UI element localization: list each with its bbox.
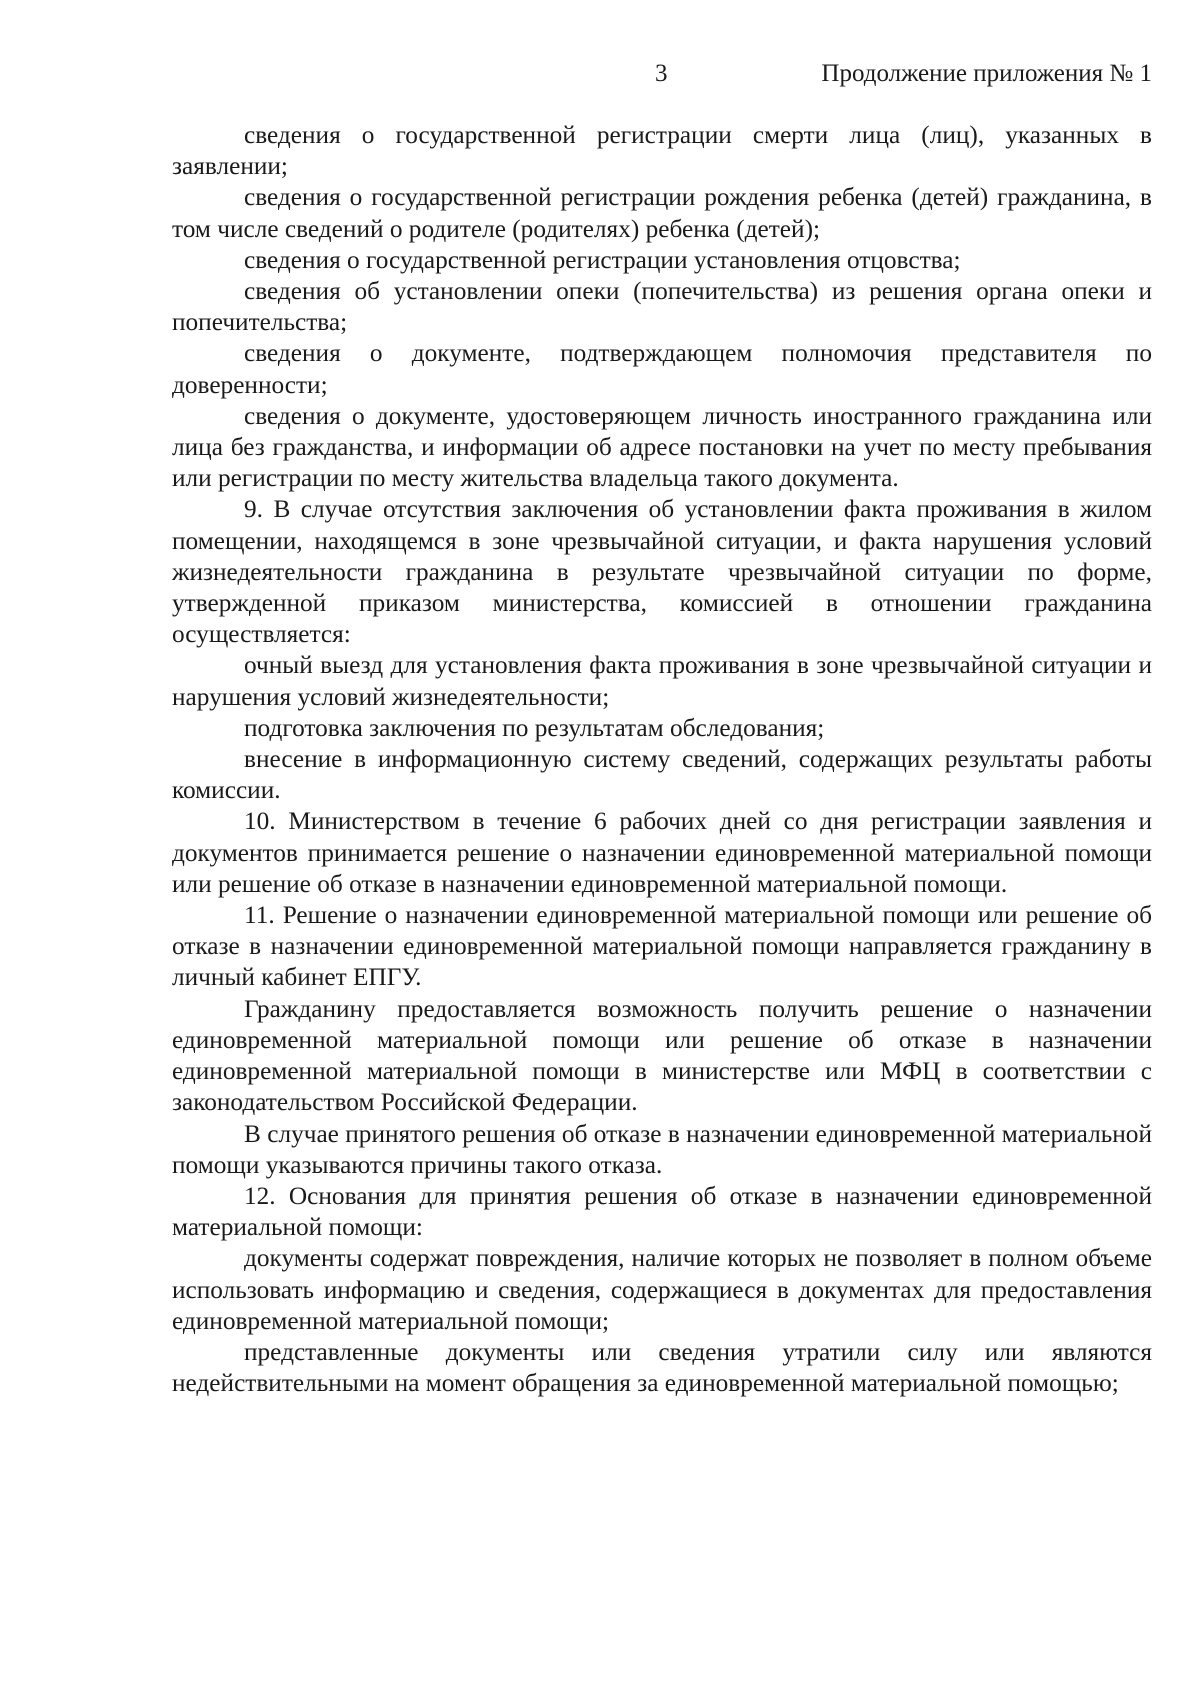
paragraph-foreign-citizen-id: сведения о документе, удостоверяющем личность иностранного гражданина или лица без гражданства, и информации об адресе постановки на учет по месту пребывания или регистрации по месту жительства владельца такого документа. [172,401,1152,493]
paragraph-paternity-registration: сведения о государственной регистрации установления отцовства; [244,245,961,274]
paragraph-guardianship: сведения об установлении опеки (попечительства) из решения органа опеки и попечительства; [172,277,1152,337]
document-body [172,120,1152,1399]
paragraph-decision-receipt: Гражданину предоставляется возможность получить решение о назначении единовременной материальной помощи или решение об отказе в назначении единовременной материальной помощи в министерстве или МФЦ в соответствии с законодательством Российской Федерации. [172,994,1152,1117]
paragraph-site-visit: очный выезд для установления факта проживания в зоне чрезвычайной ситуации и нарушения условий жизнедеятельности; [172,651,1152,711]
paragraph-section-10: 10. Министерством в течение 6 рабочих дней со дня регистрации заявления и документов принимается решение о назначении единовременной материальной помощи или решение об отказе в назначении единовременной материальной помощи. [172,807,1152,898]
paragraph-section-12: 12. Основания для принятия решения об отказе в назначении единовременной материальной помощи: [172,1181,1152,1242]
paragraph-damaged-documents: документы содержат повреждения, наличие которых не позволяет в полном объеме использовать информацию и сведения, содержащиеся в документах для предоставления единовременной материальной помощи; [172,1244,1152,1335]
paragraph-section-11: 11. Решение о назначении единовременной материальной помощи или решение об отказе в назначении единовременной материальной помощи направляется гражданину в личный кабинет ЕПГУ. [172,901,1152,992]
paragraph-refusal-reasons: В случае принятого решения об отказе в назначении единовременной материальной помощи указываются причины такого отказа. [172,1119,1152,1179]
page-number: 3 [655,60,668,87]
paragraph-invalid-documents: представленные документы или сведения утратили силу или являются недействительными на момент обращения за единовременной материальной помощью; [172,1337,1152,1398]
appendix-continuation-label: Продолжение приложения № 1 [821,60,1152,87]
page-header [0,60,1200,100]
paragraph-section-9: 9. В случае отсутствия заключения об установлении факта проживания в жилом помещении, находящемся в зоне чрезвычайной ситуации, и факта нарушения условий жизнедеятельности гражданина в результате чрезвычайной ситуации по форме, утвержденной приказом министерства, комиссией в отношении гражданина осуществляется: [172,495,1152,649]
paragraph-inspection-report: подготовка заключения по результатам обследования; [244,713,825,742]
paragraph-information-system-entry: внесение в информационную систему сведений, содержащих результаты работы комиссии. [172,745,1152,805]
paragraph-death-registration: сведения о государственной регистрации смерти лица (лиц), указанных в заявлении; [172,121,1152,181]
paragraph-power-of-attorney: сведения о документе, подтверждающем полномочия представителя по доверенности; [172,339,1152,399]
paragraph-birth-registration: сведения о государственной регистрации рождения ребенка (детей) гражданина, в том числе сведений о родителе (родителях) ребенка (детей); [172,183,1152,243]
